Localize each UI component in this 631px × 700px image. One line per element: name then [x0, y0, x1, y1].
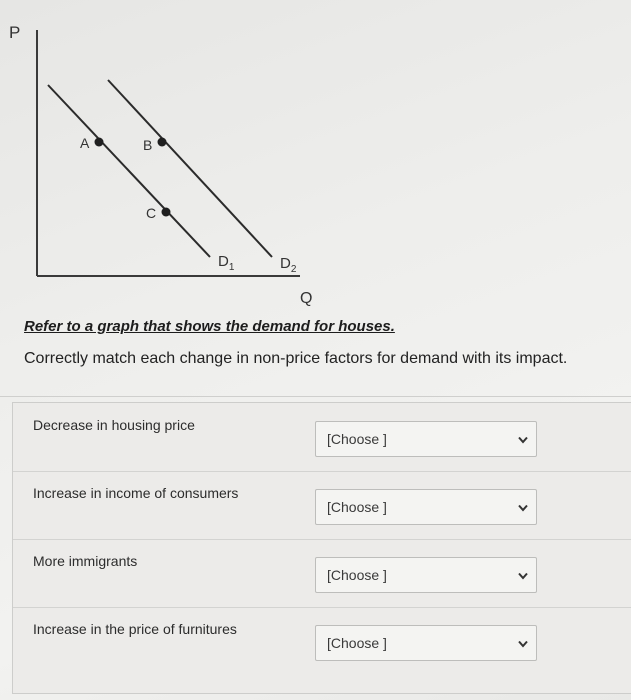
answer-select[interactable] [315, 489, 537, 525]
demand-curve-d1 [48, 85, 210, 257]
answer-select-value: [Choose ] [327, 431, 387, 447]
y-axis-label: P [9, 23, 21, 42]
curve-label-d2: $D_2$ [280, 255, 297, 275]
point-b-label: B [143, 137, 153, 153]
graph-caption: Refer to a graph that shows the demand for houses. [24, 318, 395, 335]
answer-select[interactable] [315, 421, 537, 457]
point-c-marker [162, 208, 171, 217]
point-b-marker [158, 138, 167, 147]
point-a-label: A [80, 135, 90, 151]
demand-graph [0, 0, 631, 310]
demand-curve-d2 [108, 80, 272, 257]
chevron-down-icon [518, 436, 528, 444]
answer-select-value: [Choose ] [327, 499, 387, 515]
x-axis-label: Q [300, 290, 313, 307]
match-row [13, 607, 631, 675]
match-row-label: Decrease in housing price [33, 417, 195, 433]
chevron-down-icon [518, 640, 528, 648]
point-a-marker [95, 138, 104, 147]
match-row-label: More immigrants [33, 553, 138, 569]
answer-select[interactable] [315, 625, 537, 661]
answer-select[interactable] [315, 557, 537, 593]
matching-list [12, 402, 631, 694]
answer-select-value: [Choose ] [327, 635, 387, 651]
match-row [13, 403, 631, 472]
point-c-label: C [146, 205, 157, 221]
match-row [13, 539, 631, 608]
divider [0, 396, 631, 397]
chevron-down-icon [518, 572, 528, 580]
match-row-label: Increase in the price of furnitures [33, 621, 237, 637]
match-row-label: Increase in income of consumers [33, 485, 239, 501]
chevron-down-icon [518, 504, 528, 512]
answer-select-value: [Choose ] [327, 567, 387, 583]
curve-label-d1: $D_1$ [218, 253, 235, 273]
question-instruction: Correctly match each change in non-price factors for demand with its impact. [24, 350, 568, 367]
match-row [13, 471, 631, 540]
